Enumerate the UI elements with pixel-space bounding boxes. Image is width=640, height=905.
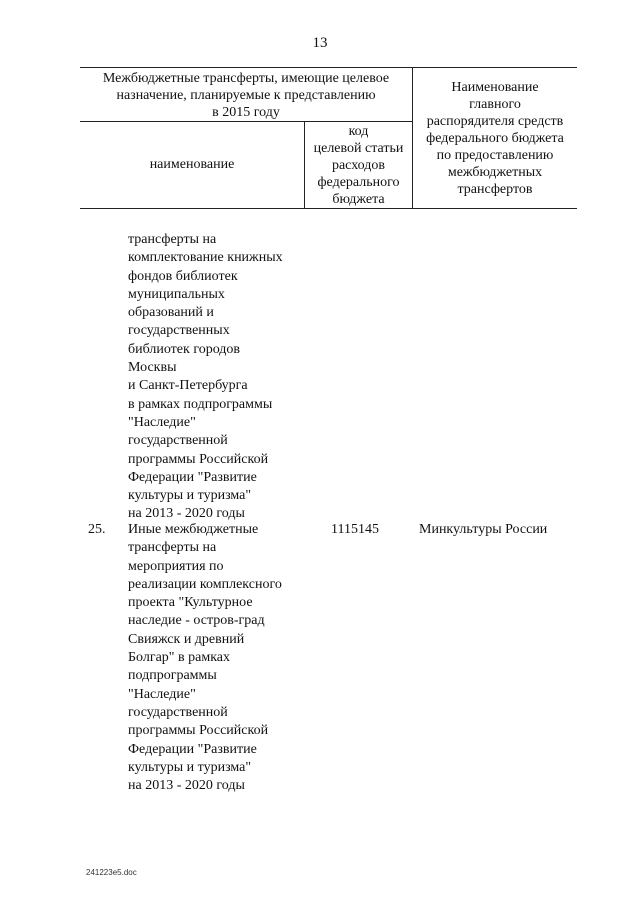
document-footer: 241223e5.doc — [86, 868, 137, 877]
row-admin: Минкультуры России — [419, 522, 548, 537]
row-continuation-name: трансферты на комплектование книжных фондов библиотек муниципальных образований и государственных библиотек городов Москвы и Санкт-Петербурга в рамках подпрограммы "Наследие" государственной программы Российской Федерации "Развитие культуры и туризма" на 2013 - 2020 годы — [128, 232, 283, 522]
page-number: 13 — [312, 35, 328, 51]
row-number: 25. — [88, 522, 106, 537]
row-code: 1115145 — [331, 522, 379, 537]
header-top-rule — [80, 67, 577, 68]
row-name: Иные межбюджетные трансферты на мероприятия по реализации комплексного проекта "Культурное наследие - остров-град Свияжск и древний Болгар" в рамках подпрограммы "Наследие" государственной программы Российской Федерации "Развитие культуры и туризма" на 2013 - 2020 годы — [128, 522, 282, 794]
header-group-title: Межбюджетные трансферты, имеющие целевое назначение, планируемые к представлению в 2015 году — [102, 71, 390, 120]
header-middle-rule — [80, 121, 412, 122]
header-bottom-rule — [80, 208, 577, 209]
header-column-admin: Наименование главного распорядителя средств федерального бюджета по предоставлению межбюджетных трансфертов — [426, 80, 564, 197]
header-column-name: наименование — [149, 157, 235, 172]
header-column-code: код целевой статьи расходов федерального бюджета — [313, 124, 404, 207]
